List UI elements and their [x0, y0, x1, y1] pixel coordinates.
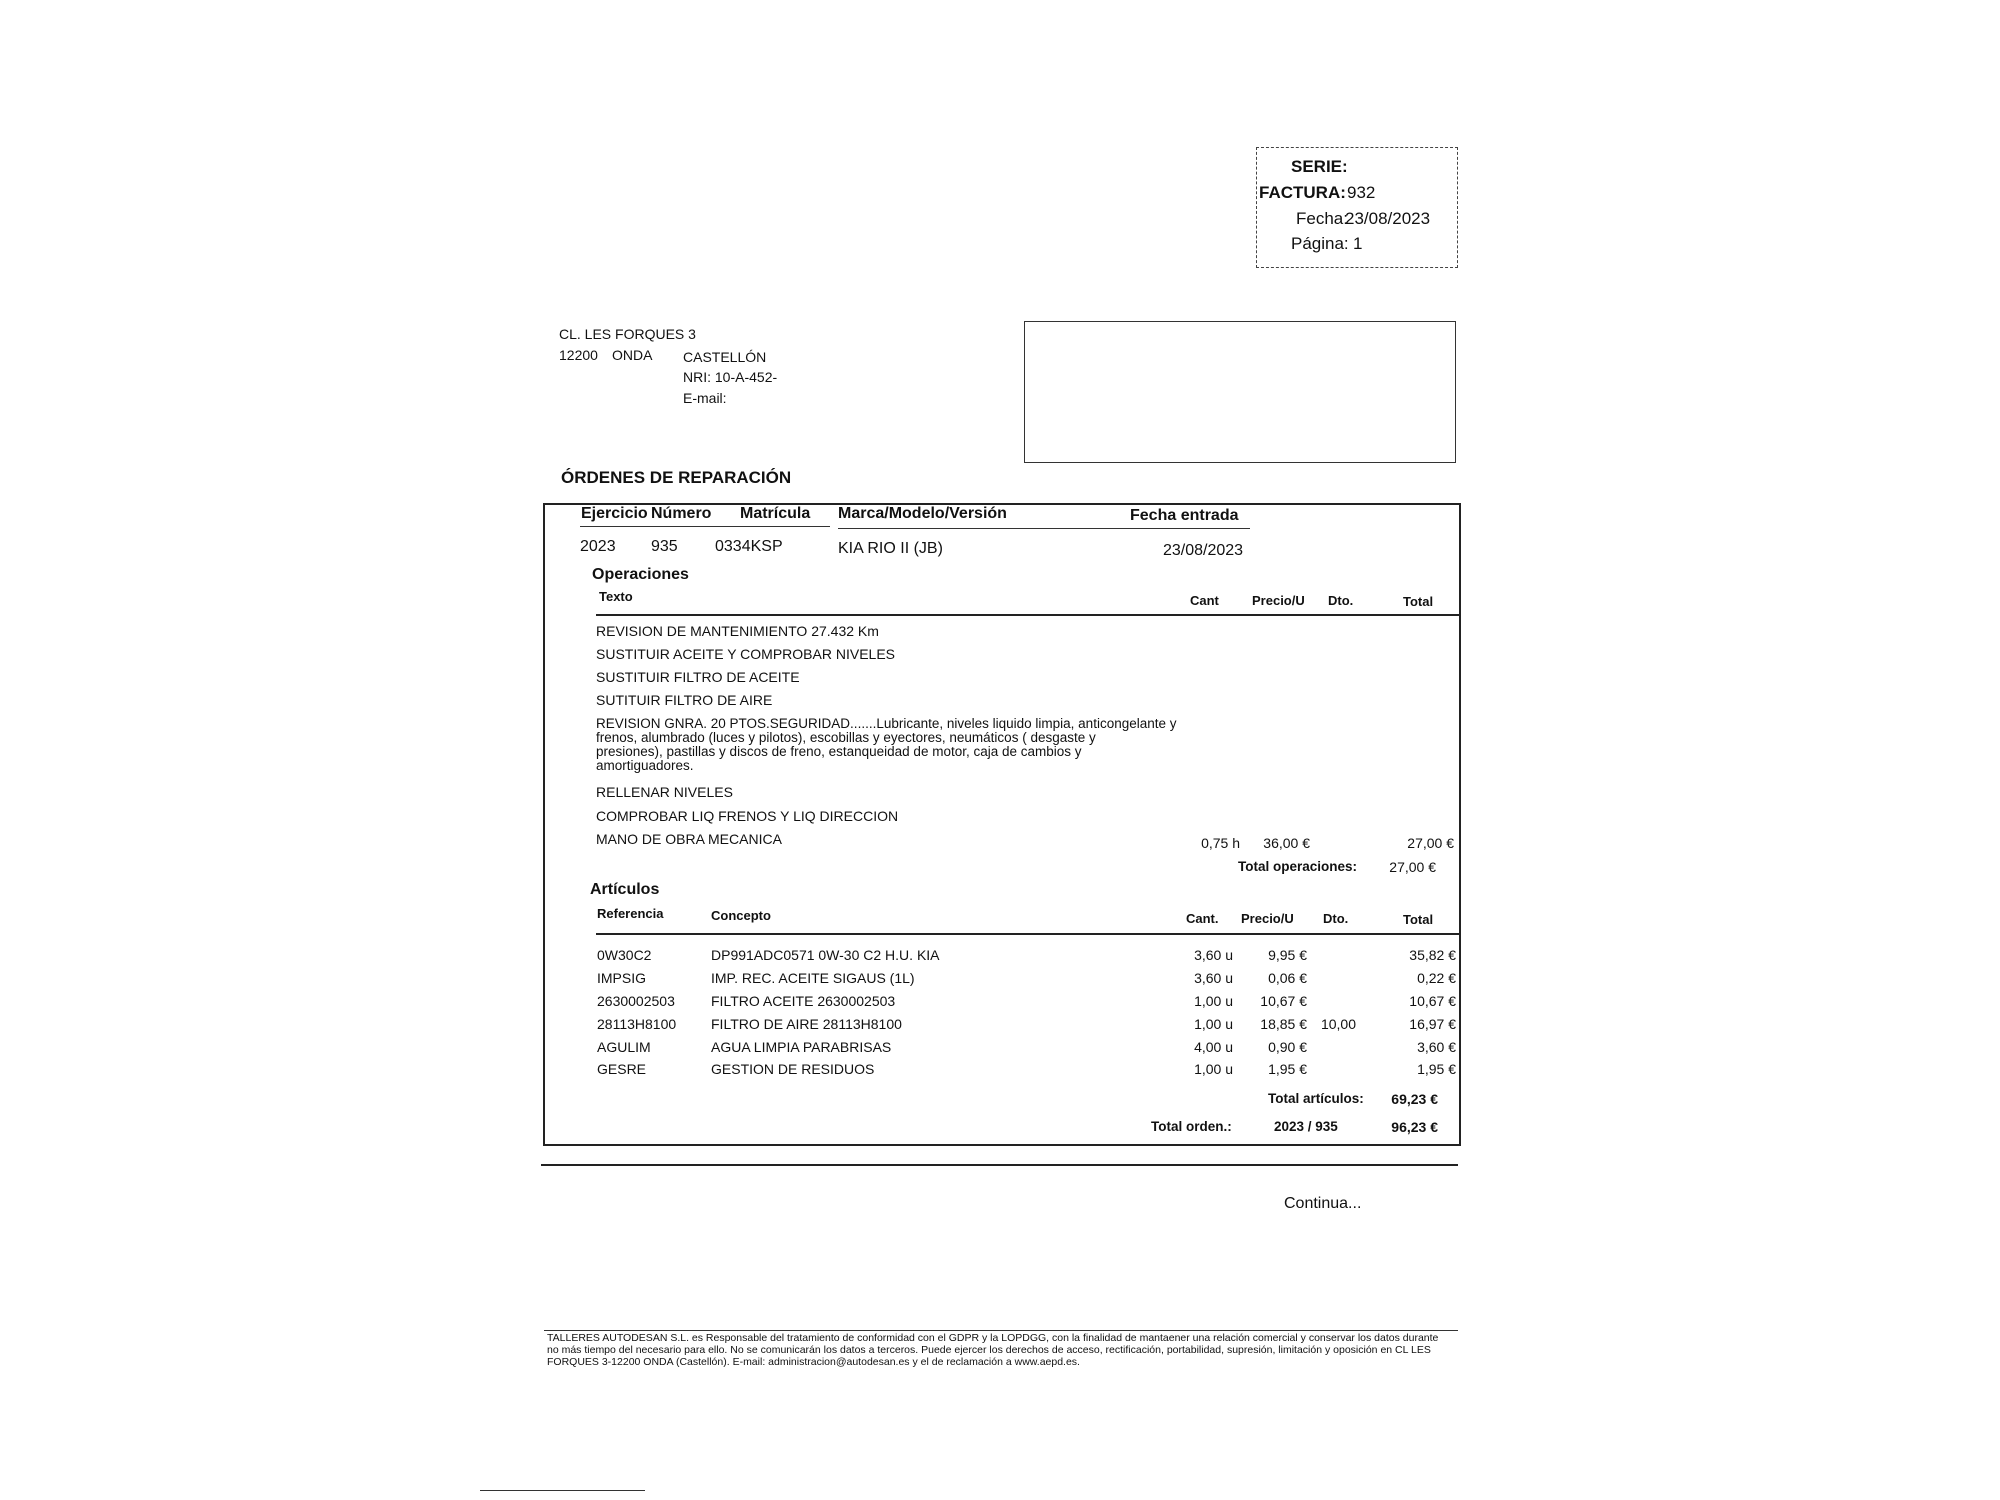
total-operaciones-value: 27,00 € — [1389, 859, 1436, 875]
legal-footer: TALLERES AUTODESAN S.L. es Responsable del tratamiento de conformidad con el GDPR y la LOPDGG, con la finalidad de mantaener una relación comercial y conservar los datos durante no más tiempo del necesario para ello. No se comunicarán los datos a terceros. Puede ejercer los derechos de acceso, rectificación, portabilidad, supresión, limitación y oposición en CL LES FORQUES 3-12200 ONDA (Castellón). E-mail: administracion@autodesan.es y el de reclamación a www.aepd.es. — [547, 1332, 1439, 1368]
address-postal-code: 12200 — [559, 347, 598, 363]
article-concepto: GESTION DE RESIDUOS — [711, 1061, 875, 1077]
article-total: 10,67 € — [1409, 993, 1456, 1009]
article-dto: 10,00 — [1320, 1016, 1356, 1032]
col-numero: Número — [651, 505, 712, 522]
col-cant: Cant. — [1186, 911, 1219, 926]
address-city: ONDA — [612, 347, 653, 363]
header-underline — [580, 526, 830, 527]
col-ejercicio: Ejercicio — [581, 505, 648, 522]
article-cant: 4,00 u — [1194, 1039, 1233, 1055]
continua-note: Continua... — [1284, 1195, 1362, 1212]
revision-paragraph-line: frenos, alumbrado (luces y pilotos), escobillas y eyectores, neumáticos ( desgaste y — [596, 730, 1096, 745]
total-articulos-value: 69,23 € — [1391, 1091, 1438, 1107]
article-total: 16,97 € — [1409, 1016, 1456, 1032]
revision-paragraph-line: amortiguadores. — [596, 758, 694, 773]
bottom-mark — [480, 1490, 645, 1491]
operation-line: SUSTITUIR ACEITE Y COMPROBAR NIVELES — [596, 646, 895, 662]
col-cant: Cant — [1190, 593, 1219, 608]
value-numero: 935 — [651, 538, 678, 555]
pagina-label: Página: — [1291, 234, 1349, 253]
labor-precio: 36,00 € — [1263, 835, 1310, 851]
invoice-header-box — [1256, 147, 1458, 268]
article-precio: 9,95 € — [1268, 947, 1307, 963]
col-total: Total — [1403, 594, 1434, 609]
labor-total: 27,00 € — [1407, 835, 1454, 851]
serie-label: SERIE: — [1291, 157, 1348, 176]
article-ref: 0W30C2 — [597, 947, 652, 963]
article-cant: 1,00 u — [1194, 1061, 1233, 1077]
col-total: Total — [1403, 912, 1434, 927]
value-marca: KIA RIO II (JB) — [838, 540, 943, 557]
col-precio: Precio/U — [1252, 593, 1305, 608]
address-street: CL. LES FORQUES 3 — [559, 326, 696, 342]
article-precio: 18,85 € — [1260, 1016, 1307, 1032]
value-fecha-entrada: 23/08/2023 — [1163, 542, 1244, 559]
total-articulos-label: Total artículos: — [1268, 1091, 1364, 1106]
labor-text: MANO DE OBRA MECANICA — [596, 831, 782, 847]
article-precio: 10,67 € — [1260, 993, 1307, 1009]
article-total: 0,22 € — [1417, 970, 1456, 986]
header-underline — [838, 528, 1250, 529]
address-province: CASTELLÓN — [683, 349, 767, 365]
article-precio: 0,90 € — [1268, 1039, 1307, 1055]
pagina-value: 1 — [1353, 234, 1363, 253]
operation-line: COMPROBAR LIQ FRENOS Y LIQ DIRECCION — [596, 808, 899, 824]
fecha-label: Fecha: — [1296, 209, 1348, 228]
article-total: 1,95 € — [1417, 1061, 1456, 1077]
footer-rule — [544, 1330, 1458, 1331]
operation-line: REVISION DE MANTENIMIENTO 27.432 Km — [596, 623, 879, 639]
fecha-value: 23/08/2023 — [1345, 209, 1431, 228]
col-marca: Marca/Modelo/Versión — [838, 505, 1007, 522]
address-email-label: E-mail: — [683, 390, 727, 406]
article-concepto: IMP. REC. ACEITE SIGAUS (1L) — [711, 970, 915, 986]
total-operaciones-label: Total operaciones: — [1238, 859, 1358, 874]
article-ref: 28113H8100 — [597, 1016, 677, 1032]
article-total: 3,60 € — [1417, 1039, 1456, 1055]
article-concepto: FILTRO ACEITE 2630002503 — [711, 993, 896, 1009]
value-ejercicio: 2023 — [580, 538, 616, 555]
col-concepto: Concepto — [711, 908, 771, 923]
col-precio: Precio/U — [1241, 911, 1294, 926]
repair-order-box — [543, 503, 1461, 1146]
total-orden-value: 96,23 € — [1391, 1119, 1438, 1135]
article-cant: 3,60 u — [1194, 970, 1233, 986]
operaciones-title: Operaciones — [592, 566, 689, 583]
total-orden-label: Total orden.: — [1151, 1119, 1232, 1134]
article-cant: 1,00 u — [1194, 993, 1233, 1009]
article-concepto: DP991ADC0571 0W-30 C2 H.U. KIA — [711, 947, 940, 963]
article-ref: AGULIM — [597, 1039, 651, 1055]
article-concepto: FILTRO DE AIRE 28113H8100 — [711, 1016, 902, 1032]
article-cant: 3,60 u — [1194, 947, 1233, 963]
revision-paragraph-line: REVISION GNRA. 20 PTOS.SEGURIDAD.......Lubricante, niveles liquido limpia, anticongelante y — [596, 716, 1177, 731]
total-orden-reference: 2023 / 935 — [1274, 1119, 1338, 1134]
factura-label: FACTURA: — [1259, 183, 1346, 202]
operation-line: RELLENAR NIVELES — [596, 784, 733, 800]
article-cant: 1,00 u — [1194, 1016, 1233, 1032]
col-dto: Dto. — [1323, 911, 1349, 926]
col-referencia: Referencia — [597, 906, 664, 921]
article-ref: GESRE — [597, 1061, 647, 1077]
labor-cant: 0,75 h — [1201, 835, 1240, 851]
revision-paragraph — [596, 717, 1177, 773]
col-texto: Texto — [599, 589, 633, 604]
article-ref: 2630002503 — [597, 993, 675, 1009]
revision-paragraph-line: presiones), pastillas y discos de freno, estanqueidad de motor, caja de cambios y — [596, 744, 1082, 759]
customer-box — [1024, 321, 1456, 463]
value-matricula: 0334KSP — [715, 538, 783, 555]
col-matricula: Matrícula — [740, 505, 811, 522]
col-fecha-entrada: Fecha entrada — [1130, 507, 1239, 524]
factura-number: 932 — [1347, 183, 1376, 202]
col-dto: Dto. — [1328, 593, 1354, 608]
article-ref: IMPSIG — [597, 970, 647, 986]
article-concepto: AGUA LIMPIA PARABRISAS — [711, 1039, 892, 1055]
article-total: 35,82 € — [1409, 947, 1456, 963]
articulos-title: Artículos — [590, 881, 660, 898]
articulos-header-rule — [596, 933, 1460, 935]
operation-line: SUTITUIR FILTRO DE AIRE — [596, 692, 773, 708]
operation-line: SUSTITUIR FILTRO DE ACEITE — [596, 669, 800, 685]
page-separator — [541, 1164, 1458, 1166]
article-precio: 0,06 € — [1268, 970, 1307, 986]
article-precio: 1,95 € — [1268, 1061, 1307, 1077]
operaciones-header-rule — [596, 614, 1460, 616]
address-nri: NRI: 10-A-452- — [683, 369, 778, 385]
section-title: ÓRDENES DE REPARACIÓN — [561, 468, 792, 487]
